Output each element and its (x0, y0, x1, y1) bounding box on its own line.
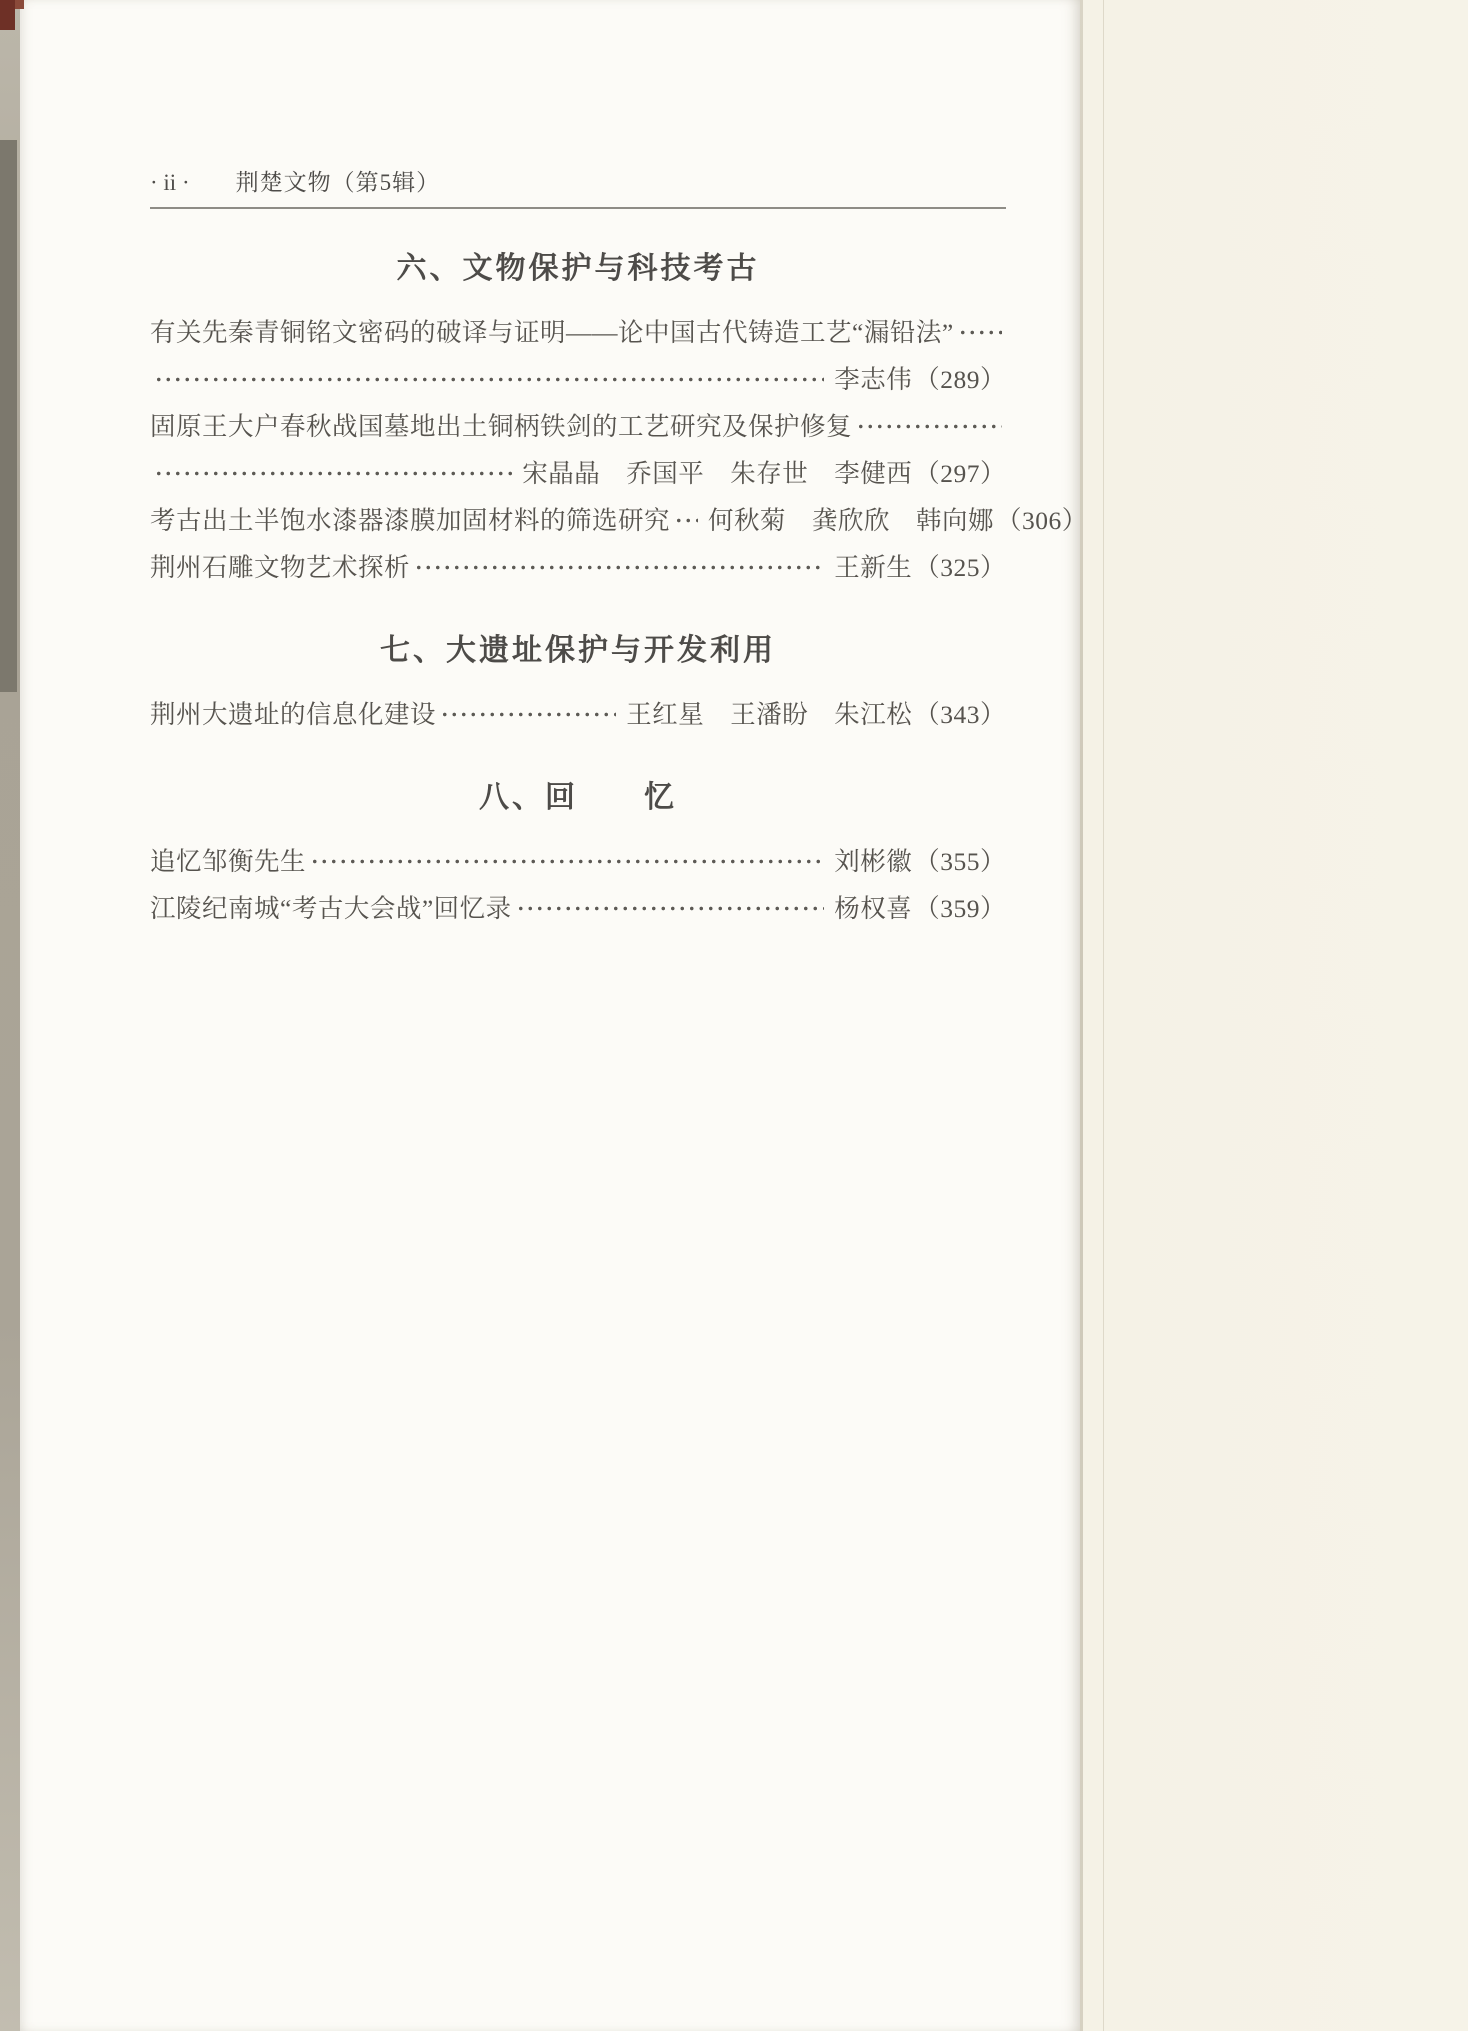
dot-leader (414, 544, 824, 591)
section-heading: 七、大遗址保护与开发利用 (380, 634, 776, 667)
entry-title: 荆州石雕文物艺术探析 (150, 553, 411, 582)
entry-line (150, 544, 1006, 591)
entry-line (150, 885, 1006, 932)
entry-authors: 宋晶晶 乔国平 朱存世 李健西 (522, 459, 913, 488)
entry-line (150, 497, 1088, 544)
toc-entry (150, 838, 1006, 885)
entry-title: 有关先秦青铜铭文密码的破译与证明——论中国古代铸造工艺“漏铅法” (150, 318, 954, 347)
entry-title: 考古出土半饱水漆器漆膜加固材料的筛选研究 (150, 506, 671, 535)
toc-entry (150, 403, 1006, 497)
page-header (150, 168, 1006, 198)
dot-leader (516, 885, 825, 932)
entry-authors: 杨权喜 (834, 894, 913, 923)
dot-leader (674, 497, 698, 544)
toc-entry (150, 885, 1006, 932)
toc-section-7 (150, 625, 1006, 738)
entry-title: 追忆邹衡先生 (150, 847, 307, 876)
entry-authors: 何秋菊 龚欣欣 韩向娜 (708, 506, 995, 535)
entry-page-number: （289） (914, 365, 1006, 394)
entry-title-line (150, 309, 1006, 356)
dot-leader (958, 309, 1002, 356)
entry-page-number: （297） (914, 459, 1006, 488)
entry-page-number: （355） (914, 847, 1006, 876)
toc-entry (150, 691, 1006, 738)
entry-authors: 刘彬徽 (834, 847, 913, 876)
entry-title: 江陵纪南城“考古大会战”回忆录 (150, 894, 512, 923)
folio-number: · ii · (150, 170, 190, 195)
entry-line (150, 691, 1006, 738)
page-fold-line (1080, 0, 1083, 2031)
header-rule (150, 207, 1006, 209)
entry-authors: 李志伟 (834, 365, 913, 394)
dot-leader (310, 838, 824, 885)
entry-author-line (150, 356, 1006, 403)
entry-title-line (150, 403, 1006, 450)
entry-author-line (150, 450, 1006, 497)
gutter-shadow-band (0, 140, 17, 692)
entry-page-number: （325） (914, 553, 1006, 582)
toc-section-8 (150, 772, 1006, 932)
dot-leader (154, 356, 824, 403)
section-heading: 六、文物保护与科技考古 (396, 252, 760, 285)
dot-leader (856, 403, 1002, 450)
toc-section-6 (150, 243, 1088, 591)
toc-entry (150, 497, 1088, 544)
entry-title: 荆州大遗址的信息化建设 (150, 700, 437, 729)
entry-authors: 王新生 (834, 553, 913, 582)
entry-authors: 王红星 王潘盼 朱江松 (626, 700, 913, 729)
dot-leader (154, 450, 512, 497)
toc-entry (150, 309, 1006, 403)
section-heading: 八、回 忆 (479, 781, 677, 814)
running-title: 荆楚文物（第5辑） (235, 170, 441, 195)
entry-page-number: （306） (996, 506, 1088, 535)
entry-page-number: （359） (914, 894, 1006, 923)
corner-mark-small (15, 0, 24, 9)
entry-title: 固原王大户春秋战国墓地出土铜柄铁剑的工艺研究及保护修复 (150, 412, 853, 441)
page-content (150, 168, 1088, 932)
entry-page-number: （343） (914, 700, 1006, 729)
entry-line (150, 838, 1006, 885)
corner-mark (0, 0, 15, 30)
page-edge-line (1103, 0, 1104, 2031)
toc-entry (150, 544, 1006, 591)
dot-leader (440, 691, 616, 738)
